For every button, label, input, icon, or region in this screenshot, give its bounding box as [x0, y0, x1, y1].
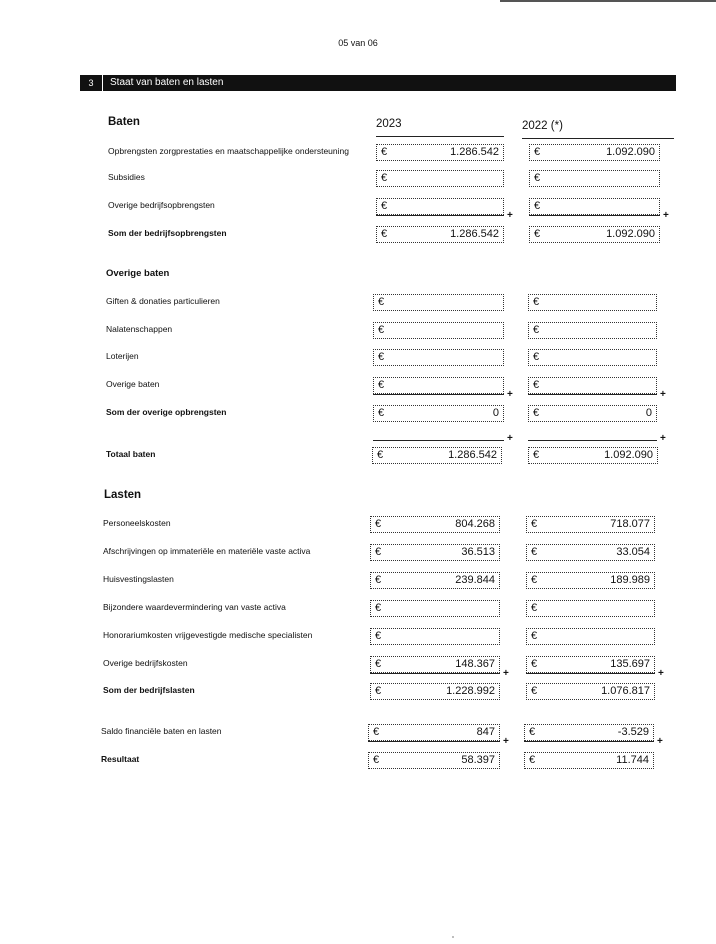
amount-2023-box — [368, 752, 500, 769]
year-2023-rule — [376, 136, 504, 137]
amount-value: 1.286.542 — [450, 228, 499, 240]
euro-sign: € — [534, 146, 541, 158]
amount-2023-box — [370, 656, 500, 673]
euro-sign: € — [531, 574, 538, 586]
euro-sign: € — [531, 630, 538, 642]
amount-2023-box — [370, 628, 500, 645]
plus-sign-2023: + — [507, 210, 513, 221]
euro-sign: € — [529, 754, 536, 766]
amount-value: 33.054 — [616, 546, 650, 558]
euro-sign: € — [375, 574, 382, 586]
euro-sign: € — [375, 685, 382, 697]
plus-sign-2023: + — [507, 433, 513, 444]
total-rule-2022 — [528, 440, 657, 441]
row-label: Resultaat — [101, 754, 140, 764]
amount-2023-box — [372, 447, 502, 464]
euro-sign: € — [381, 172, 388, 184]
euro-sign: € — [531, 685, 538, 697]
amount-2023-box — [376, 198, 504, 215]
row-label: Bijzondere waardevermindering van vaste activa — [103, 602, 286, 612]
euro-sign: € — [531, 546, 538, 558]
euro-sign: € — [375, 602, 382, 614]
euro-sign: € — [533, 449, 540, 461]
amount-2023-box — [376, 226, 504, 243]
amount-2023-box — [373, 294, 504, 311]
row-label: Afschrijvingen op immateriële en materiële vaste activa — [103, 546, 311, 556]
euro-sign: € — [533, 407, 540, 419]
amount-2023-box — [370, 572, 500, 589]
amount-2022-box — [524, 724, 654, 741]
row-label: Subsidies — [108, 172, 145, 182]
section-title: Staat van baten en lasten — [110, 77, 224, 88]
amount-2023-box — [368, 724, 500, 741]
amount-2023-box — [376, 170, 504, 187]
euro-sign: € — [375, 546, 382, 558]
euro-sign: € — [373, 754, 380, 766]
amount-2022-box — [526, 544, 655, 561]
sum-rule-2022 — [528, 394, 657, 395]
amount-value: 239.844 — [455, 574, 495, 586]
row-label: Opbrengsten zorgprestaties en maatschappelijke ondersteuning — [108, 146, 349, 156]
amount-value: 135.697 — [610, 658, 650, 670]
euro-sign: € — [375, 518, 382, 530]
euro-sign: € — [533, 379, 540, 391]
sum-rule-2023 — [370, 673, 500, 674]
amount-value: 0 — [645, 407, 652, 419]
amount-value: 1.076.817 — [601, 685, 650, 697]
amount-2022-box — [526, 628, 655, 645]
amount-2023-box — [373, 405, 504, 422]
amount-2023-box — [376, 144, 504, 161]
amount-2022-box — [526, 572, 655, 589]
amount-value: 1.092.090 — [604, 449, 653, 461]
sum-rule-2022 — [529, 215, 660, 216]
euro-sign: € — [533, 351, 540, 363]
amount-value: 1.092.090 — [606, 228, 655, 240]
row-label: Totaal baten — [106, 449, 156, 459]
amount-value: 36.513 — [461, 546, 495, 558]
amount-value: 148.367 — [455, 658, 495, 670]
amount-value: 1.286.542 — [450, 146, 499, 158]
euro-sign: € — [531, 658, 538, 670]
amount-2022-box — [526, 516, 655, 533]
amount-value: 718.077 — [610, 518, 650, 530]
row-label: Som der overige opbrengsten — [106, 407, 227, 417]
amount-value: 11.744 — [616, 754, 649, 766]
row-label: Giften & donaties particulieren — [106, 296, 220, 306]
amount-value: 847 — [476, 726, 495, 738]
sum-rule-2023 — [368, 741, 500, 742]
amount-2023-box — [373, 349, 504, 366]
amount-2023-box — [370, 600, 500, 617]
row-label: Saldo financiële baten en lasten — [101, 726, 222, 736]
baten-heading: Baten — [108, 116, 140, 128]
amount-2023-box — [370, 516, 500, 533]
plus-sign-2022: + — [658, 668, 664, 679]
scan-speck — [452, 936, 454, 938]
plus-sign-2023: + — [503, 736, 509, 747]
row-label: Loterijen — [106, 351, 139, 361]
row-label: Som der bedrijfslasten — [103, 685, 195, 695]
sum-rule-2023 — [376, 215, 504, 216]
row-label: Som der bedrijfsopbrengsten — [108, 228, 227, 238]
row-label: Nalatenschappen — [106, 324, 173, 334]
sum-rule-2022 — [526, 673, 655, 674]
plus-sign-2022: + — [660, 389, 666, 400]
plus-sign-2023: + — [507, 389, 513, 400]
row-label: Overige baten — [106, 379, 160, 389]
euro-sign: € — [534, 172, 541, 184]
euro-sign: € — [375, 658, 382, 670]
top-rule — [500, 0, 716, 2]
amount-value: 58.397 — [461, 754, 495, 766]
euro-sign: € — [381, 200, 388, 212]
overige-baten-heading: Overige baten — [106, 268, 170, 279]
euro-sign: € — [381, 228, 388, 240]
row-label: Honorariumkosten vrijgevestigde medische specialisten — [103, 630, 313, 640]
plus-sign-2022: + — [663, 210, 669, 221]
total-rule-2023 — [373, 440, 504, 441]
amount-2022-box — [528, 322, 657, 339]
amount-2022-box — [528, 447, 658, 464]
euro-sign: € — [534, 200, 541, 212]
euro-sign: € — [377, 449, 384, 461]
amount-2022-box — [529, 144, 660, 161]
euro-sign: € — [531, 602, 538, 614]
amount-value: 1.092.090 — [606, 146, 655, 158]
amount-2022-box — [528, 294, 657, 311]
amount-2022-box — [526, 683, 655, 700]
amount-2022-box — [528, 405, 657, 422]
euro-sign: € — [533, 296, 540, 308]
euro-sign: € — [378, 324, 385, 336]
plus-sign-2023: + — [503, 668, 509, 679]
euro-sign: € — [375, 630, 382, 642]
amount-value: 189.989 — [610, 574, 650, 586]
amount-2022-box — [526, 656, 655, 673]
page-indicator: 05 van 06 — [338, 38, 378, 48]
euro-sign: € — [378, 351, 385, 363]
euro-sign: € — [529, 726, 536, 738]
amount-2023-box — [373, 377, 504, 394]
amount-2022-box — [528, 377, 657, 394]
amount-2022-box — [524, 752, 654, 769]
row-label: Overige bedrijfsopbrengsten — [108, 200, 215, 210]
amount-2022-box — [529, 198, 660, 215]
euro-sign: € — [531, 518, 538, 530]
year-2022-rule — [522, 138, 674, 139]
sum-rule-2022 — [524, 741, 654, 742]
amount-value: 0 — [492, 407, 499, 419]
amount-2022-box — [529, 226, 660, 243]
amount-value: 1.286.542 — [448, 449, 497, 461]
plus-sign-2022: + — [657, 736, 663, 747]
year-2022-header: 2022 (*) — [522, 120, 563, 132]
amount-2023-box — [373, 322, 504, 339]
amount-2022-box — [526, 600, 655, 617]
amount-2022-box — [528, 349, 657, 366]
amount-value: 1.228.992 — [446, 685, 495, 697]
amount-2023-box — [370, 683, 500, 700]
euro-sign: € — [373, 726, 380, 738]
euro-sign: € — [381, 146, 388, 158]
section-header-bar — [80, 75, 676, 91]
euro-sign: € — [534, 228, 541, 240]
year-2023-header: 2023 — [376, 118, 402, 130]
euro-sign: € — [378, 379, 385, 391]
amount-value: 804.268 — [455, 518, 495, 530]
section-number: 3 — [80, 75, 103, 91]
euro-sign: € — [378, 296, 385, 308]
amount-2022-box — [529, 170, 660, 187]
sum-rule-2023 — [373, 394, 504, 395]
row-label: Personeelskosten — [103, 518, 171, 528]
euro-sign: € — [378, 407, 385, 419]
amount-2023-box — [370, 544, 500, 561]
row-label: Huisvestingslasten — [103, 574, 174, 584]
plus-sign-2022: + — [660, 433, 666, 444]
lasten-heading: Lasten — [104, 489, 142, 501]
amount-value: -3.529 — [617, 726, 649, 738]
euro-sign: € — [533, 324, 540, 336]
row-label: Overige bedrijfskosten — [103, 658, 188, 668]
